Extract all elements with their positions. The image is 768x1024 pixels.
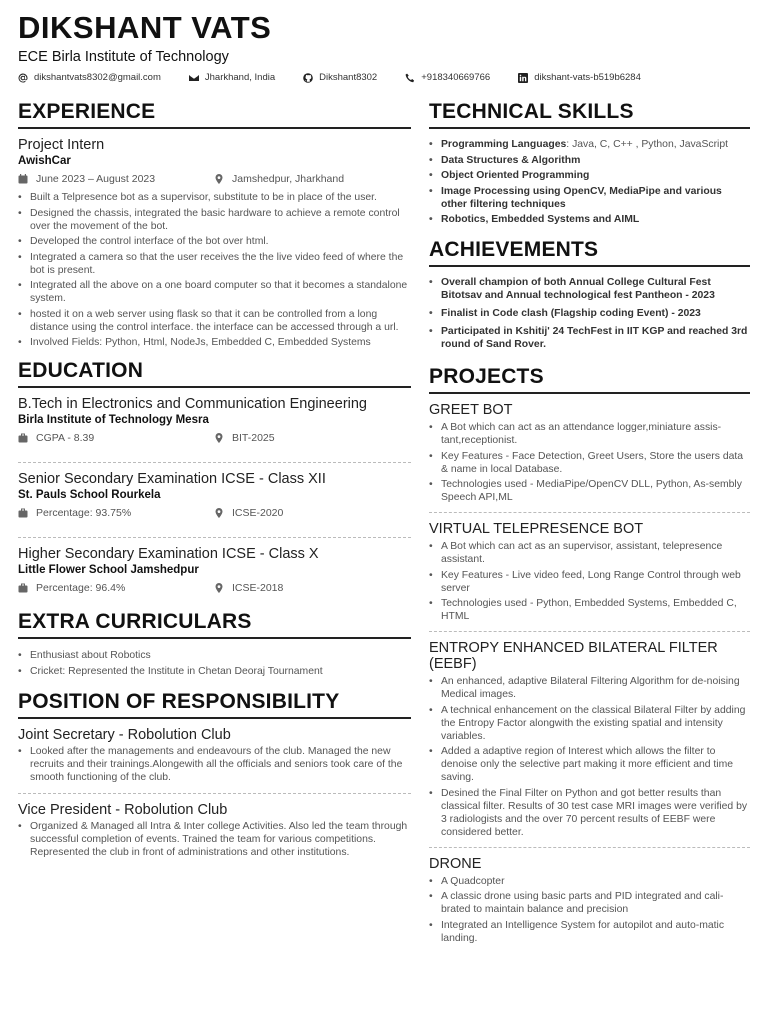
right-column <box>429 100 750 947</box>
list-item: • A classic drone using basic parts and PID integrated and cali-brated to maintain balance and precision <box>429 890 750 916</box>
education-school: Little Flower School Jamshedpur <box>18 564 199 576</box>
list-item: • An enhanced, adaptive Bilateral Filtering Algorithm for de-noising Medical images. <box>429 675 750 701</box>
left-column <box>18 100 411 861</box>
list-item: • Robotics, Embedded Systems and AIML <box>429 213 750 226</box>
list-item: • Built a Telpresence bot as a supervisor, substitute to be in place of the user. <box>18 191 411 204</box>
linkedin-icon <box>518 73 528 83</box>
list-item: • Key Features - Face Detection, Greet Users, Store the users data & name in local Database. <box>429 450 750 476</box>
briefcase-icon <box>18 433 28 443</box>
experience-company: AwishCar <box>18 155 71 167</box>
calendar-icon <box>18 174 28 184</box>
experience-heading: EXPERIENCE <box>18 100 411 129</box>
list-item: • A Quadcopter <box>429 875 750 888</box>
list-item: • A technical enhancement on the classical Bilateral Filter by adding the Entropy Factor alongwith the existing spatial and intensity variables. <box>429 704 750 743</box>
resume-header <box>18 10 758 83</box>
project-title: DRONE <box>429 855 482 872</box>
education-meta <box>18 432 411 444</box>
list-item: • Object Oriented Programming <box>429 169 750 182</box>
divider <box>429 512 750 513</box>
skills-section <box>429 100 750 226</box>
location-pin-icon <box>214 508 224 518</box>
github-icon <box>303 73 313 83</box>
envelope-icon <box>189 73 199 83</box>
list-item: • Technologies used - Python, Embedded Systems, Embedded C, HTML <box>429 597 750 623</box>
contact-email[interactable] <box>18 72 161 83</box>
divider <box>18 537 411 538</box>
list-item <box>429 138 750 151</box>
contact-location <box>189 72 275 83</box>
list-item: • Integrated all the above on a one board computer so that it becomes a standalone system. <box>18 279 411 305</box>
education-board: ICSE-2020 <box>232 507 284 519</box>
list-item: • A Bot which can act as an attendance logger,miniature assis-tant,receptionist. <box>429 421 750 447</box>
list-item: • Cricket: Represented the Institute in Chetan Deoraj Tournament <box>18 665 411 678</box>
briefcase-icon <box>18 583 28 593</box>
divider <box>18 462 411 463</box>
achievements-list <box>429 276 750 351</box>
experience-location: Jamshedpur, Jharkhand <box>232 173 345 185</box>
education-score: Percentage: 93.75% <box>36 507 132 519</box>
at-icon <box>18 73 28 83</box>
responsibility-bullets <box>18 820 411 859</box>
education-score: CGPA - 8.39 <box>36 432 95 444</box>
contact-github-text: Dikshant8302 <box>319 72 378 83</box>
contact-row <box>18 72 758 83</box>
project-bullets <box>429 421 750 504</box>
projects-heading: PROJECTS <box>429 365 750 394</box>
list-item: • A Bot which can act as an supervisor, assistant, telepresence assistant. <box>429 540 750 566</box>
extra-curriculars-heading: EXTRA CURRICULARS <box>18 610 411 639</box>
contact-linkedin-text: dikshant-vats-b519b6284 <box>534 72 641 83</box>
experience-date: June 2023 – August 2023 <box>36 173 156 185</box>
project-bullets <box>429 540 750 623</box>
contact-location-text: Jharkhand, India <box>204 72 276 83</box>
list-item: • Data Structures & Algorithm <box>429 154 750 167</box>
skills-list <box>429 138 750 226</box>
project-title: ENTROPY ENHANCED BILATERAL FILTER (EEBF) <box>429 640 718 672</box>
skills-heading: TECHNICAL SKILLS <box>429 100 750 129</box>
project-title: GREET BOT <box>429 402 513 418</box>
project-title: VIRTUAL TELEPRESENCE BOT <box>429 521 644 537</box>
list-item: • Participated in Kshitij' 24 TechFest in IIT KGP and reached 3rd round of Sand Rover. <box>429 325 750 351</box>
skill-label: Programming Languages <box>441 139 567 150</box>
education-heading: EDUCATION <box>18 359 411 388</box>
location-pin-icon <box>214 433 224 443</box>
responsibility-section <box>18 690 411 859</box>
list-item: • Organized & Managed all Intra & Inter college Activities. Also led the team through successful completion of events. Trained the team for various competitions. Represented the club in front of administrations and other institutions. <box>18 820 411 859</box>
education-school: Birla Institute of Technology Mesra <box>18 414 209 426</box>
responsibility-role: Vice President - Robolution Club <box>18 801 228 818</box>
responsibility-role: Joint Secretary - Robolution Club <box>18 726 231 743</box>
achievements-heading: ACHIEVEMENTS <box>429 238 750 267</box>
responsibility-heading: POSITION OF RESPONSIBILITY <box>18 690 411 719</box>
list-item: • Integrated an Intelligence System for autopilot and auto-matic landing. <box>429 919 750 945</box>
contact-github[interactable] <box>303 72 377 83</box>
project-bullets <box>429 675 750 839</box>
education-board: BIT-2025 <box>232 432 275 444</box>
candidate-name: DIKSHANT VATS <box>18 10 272 45</box>
project-bullets <box>429 875 750 945</box>
location-pin-icon <box>214 174 224 184</box>
experience-section <box>18 100 411 349</box>
list-item: • Added a adaptive region of Interest which allows the filter to denoise only the selective part making it more efficient and time saving. <box>429 745 750 784</box>
experience-meta <box>18 173 411 185</box>
projects-section <box>429 365 750 945</box>
extra-bullets <box>18 649 411 678</box>
skill-value: : Java, C, C++ , Python, JavaScript <box>566 139 729 150</box>
achievements-section <box>429 238 750 351</box>
responsibility-bullets <box>18 745 411 784</box>
list-item: • Integrated a camera so that the user receives the the live video feed of where the bot is present. <box>18 251 411 277</box>
phone-icon <box>405 73 415 83</box>
divider <box>429 631 750 632</box>
experience-bullets <box>18 191 411 349</box>
briefcase-icon <box>18 508 28 518</box>
list-item: • Developed the control interface of the bot over html. <box>18 235 411 248</box>
list-item: • Image Processing using OpenCV, MediaPipe and various other filtering techniques <box>429 185 750 211</box>
education-degree: B.Tech in Electronics and Communication Engineering <box>18 396 367 412</box>
education-degree: Higher Secondary Examination ICSE - Class X <box>18 546 319 562</box>
experience-role: Project Intern <box>18 137 105 153</box>
contact-email-text: dikshantvats8302@gmail.com <box>34 72 161 83</box>
contact-phone-text: +918340669766 <box>421 72 491 83</box>
education-meta <box>18 507 411 519</box>
list-item: • Technologies used - MediaPipe/OpenCV DLL, Python, As-sembly Speech API,ML <box>429 478 750 504</box>
extra-curriculars-section <box>18 610 411 678</box>
education-degree: Senior Secondary Examination ICSE - Class XII <box>18 471 326 487</box>
contact-phone[interactable] <box>405 72 490 83</box>
location-pin-icon <box>214 583 224 593</box>
divider <box>18 793 411 794</box>
list-item: • Designed the chassis, integrated the basic hardware to achieve a remote control over the movement of the bot. <box>18 207 411 233</box>
list-item: • Involved Fields: Python, Html, NodeJs, Embedded C, Embedded Systems <box>18 336 411 349</box>
list-item: • hosted it on a web server using flask so that it can be controlled from a long distance using the control interface. the interface can be accessed through a url. <box>18 308 411 334</box>
education-score: Percentage: 96.4% <box>36 582 126 594</box>
education-meta <box>18 582 411 594</box>
education-board: ICSE-2018 <box>232 582 284 594</box>
list-item: • Key Features - Live video feed, Long Range Control through web server <box>429 569 750 595</box>
list-item: • Enthusiast about Robotics <box>18 649 411 662</box>
contact-linkedin[interactable] <box>518 72 641 83</box>
list-item: • Overall champion of both Annual College Cultural Fest Bitotsav and Annual technological fest Pantheon - 2023 <box>429 276 750 302</box>
list-item: • Desined the Final Filter on Python and got better results than classical filter. Results of 30 test case MRI images were verified by 3 radiologists and the over 70 percent results of EEBF were considered better. <box>429 787 750 839</box>
education-school: St. Pauls School Rourkela <box>18 489 161 501</box>
list-item: • Looked after the managements and endeavours of the club. Managed the new recruits and their trainings.Alongewith all the officials and seniors took care of the smooth functioning of the club. <box>18 745 411 784</box>
education-section <box>18 359 411 594</box>
candidate-subtitle: ECE Birla Institute of Technology <box>18 49 229 65</box>
list-item: • Finalist in Code clash (Flagship coding Event) - 2023 <box>429 307 750 320</box>
divider <box>429 847 750 848</box>
